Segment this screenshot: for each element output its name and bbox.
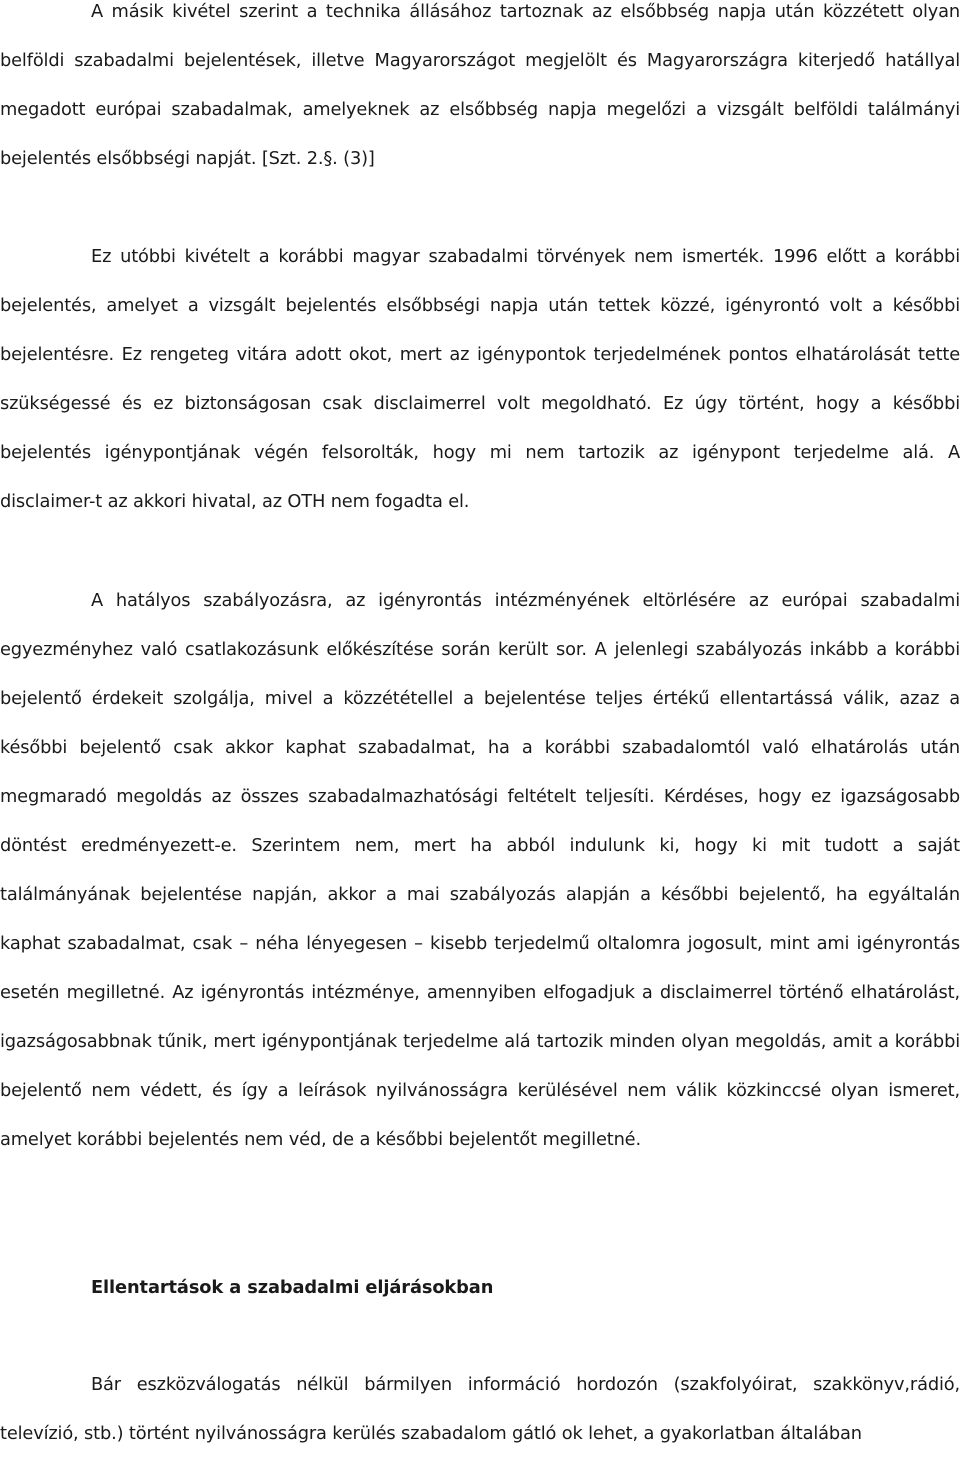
section-heading: Ellentartások a szabadalmi eljárásokban xyxy=(91,1277,494,1298)
paragraph-4: Bár eszközválogatás nélkül bármilyen információ hordozón (szakfolyóirat, szakkönyv,rádió, televízió, stb.) történt nyilvánosságra kerülés szabadalom gátló ok lehet, a gyakorlatban általában xyxy=(0,1374,960,1444)
paragraph-1: A másik kivétel szerint a technika állásához tartoznak az elsőbbség napja után közzétett olyan belföldi szabadalmi bejelentések, illetve Magyarországot megjelölt és Magyarországra kiterjedő hatállyal megadott európai szabadalmak, amelyeknek az elsőbbség napja megelőzi a vizsgált belföldi találmányi bejelentés elsőbbségi napját. [Szt. 2.§. (3)] xyxy=(0,1,960,169)
paragraph-2: Ez utóbbi kivételt a korábbi magyar szabadalmi törvények nem ismerték. 1996 előtt a korábbi bejelentés, amelyet a vizsgált bejelentés elsőbbségi napja után tettek közzé, igényrontó volt a későbbi bejelentésre. Ez rengeteg vitára adott okot, mert az igénypontok terjedelmének pontos elhatárolását tette szükségessé és ez biztonságosan csak disclaimerrel volt megoldható. Ez úgy történt, hogy a későbbi bejelentés igénypontjának végén felsorolták, hogy mi nem tartozik az igénypont terjedelme alá. A disclaimer-t az akkori hivatal, az OTH nem fogadta el. xyxy=(0,246,960,512)
paragraph-3: A hatályos szabályozásra, az igényrontás intézményének eltörlésére az európai szabadalmi egyezményhez való csatlakozásunk előkészítése során került sor. A jelenlegi szabályozás inkább a korábbi bejelentő érdekeit szolgálja, mivel a közzététellel a bejelentése teljes értékű ellentartássá válik, azaz a későbbi bejelentő csak akkor kaphat szabadalmat, ha a korábbi szabadalomtól való elhatárolás után megmaradó megoldás az összes szabadalmazhatósági feltételt teljesíti. Kérdéses, hogy ez igazságosabb döntést eredményezett-e. Szerintem nem, mert ha abból indulunk ki, hogy ki mit tudott a saját találmányának bejelentése napján, akkor a mai szabályozás alapján a későbbi bejelentő, ha egyáltalán kaphat szabadalmat, csak – néha lényegesen – kisebb terjedelmű oltalomra jogosult, mint ami igényrontás esetén megilletné. Az igényrontás intézménye, amennyiben elfogadjuk a disclaimerrel történő elhatárolást, igazságosabbnak tűnik, mert igénypontjának terjedelme alá tartozik minden olyan megoldás, amit a korábbi bejelentő nem védett, és így a leírások nyilvánosságra kerülésével nem válik közkinccsé olyan ismeret, amelyet korábbi bejelentés nem véd, de a későbbi bejelentőt megilletné. xyxy=(0,590,960,1150)
